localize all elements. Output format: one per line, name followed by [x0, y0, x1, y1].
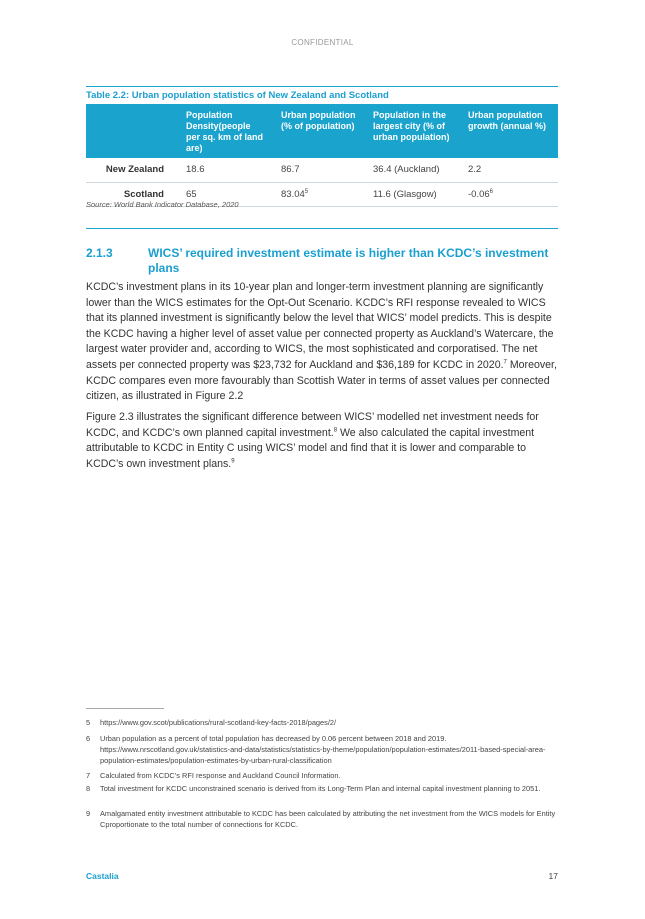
cell-largest-city: 36.4 (Auckland)	[365, 158, 460, 182]
footnote-number: 8	[86, 784, 91, 793]
page-number: 17	[548, 871, 558, 881]
table-header-growth: Urban population growth (annual %)	[460, 104, 558, 158]
footnote-text: Calculated from KCDC’s RFI response and Auckland Council Information.	[100, 771, 341, 780]
body-paragraph-2: Figure 2.3 illustrates the significant difference between WICS’ modelled net investment needs for KCDC, and KCDC’s own planned capital investment.$^8$ We also calculated the capital investment attributable to KCDC in Entity C using WICS’ model and find that it is lower and comparable to KCDC’s own investment plans.$^9$	[86, 411, 539, 470]
footnote-5	[86, 717, 558, 728]
footnote-7	[86, 770, 558, 781]
section-number: 2.1.3	[86, 246, 113, 260]
footer-brand: Castalia	[86, 871, 119, 881]
table-row	[86, 158, 558, 182]
urban-population-table	[86, 104, 558, 207]
section-divider	[86, 228, 558, 229]
footnote-ref-7[interactable]: 7	[503, 359, 507, 366]
footnote-text[interactable]: Urban population as a percent of total population has decreased by 0.06 percent between 2018 and 2019. https://www.nrscotland.gov.uk/statistics-and-data/statistics/statistics-by-theme/population/population-estimates/2011-based-special-area-population-estimates/population-estimates-by-urban-rural-classification	[100, 734, 546, 765]
footnote-text: Amalgamated entity investment attributable to KCDC has been calculated by attributing the net investment from the WICS models for Entity Cproportionate to the total number of connections for KCDC.	[100, 809, 556, 829]
cell-urban: 86.7	[273, 158, 365, 182]
footnote-text[interactable]: https://www.gov.scot/publications/rural-scotland-key-facts-2018/pages/2/	[100, 718, 337, 727]
table-header-blank	[86, 104, 178, 158]
cell-growth: -0.06$^6$	[460, 182, 558, 206]
footnote-ref-6[interactable]: 6	[489, 188, 493, 195]
cell-largest-city: 11.6 (Glasgow)	[365, 182, 460, 206]
footnote-ref-5[interactable]: 5	[304, 188, 309, 195]
table-header-largest-city: Population in the largest city (% of urban population)	[365, 104, 460, 158]
footnote-text: Total investment for KCDC unconstrained scenario is derived from its Long-Term Plan and internal capital investment planning to 2051.	[100, 784, 541, 793]
table-header-density: Population Density(people per sq. km of land are)	[178, 104, 273, 158]
table-header-urban: Urban population (% of population)	[273, 104, 365, 158]
footnote-number: 9	[86, 809, 91, 818]
section-heading	[86, 246, 558, 276]
cell-density: 18.6	[178, 158, 273, 182]
footnote-number: 5	[86, 718, 91, 727]
footnote-number: 6	[86, 734, 91, 743]
footnote-separator	[86, 708, 164, 709]
section-title: WICS’ required investment estimate is higher than KCDC’s investment plans	[148, 246, 549, 275]
table-source: Source: World Bank Indicator Database, 2020	[86, 200, 239, 209]
table-header-row	[86, 104, 558, 158]
row-label: Scotland	[86, 182, 178, 206]
row-label: New Zealand	[86, 158, 178, 182]
body-paragraph-1: KCDC’s investment plans in its 10-year plan and longer-term investment planning are significantly lower than the WICS estimates for the Opt-Out Scenario. KCDC’s RFI response revealed to WICS that its planned investment is significantly below the level that WICS’ model predicts. This is despite the KCDC having a higher level of asset value per connected property as Auckland’s Watercare, the largest water provider and, according to WICS, the most sophisticated and corporatised. The net assets per connected property was $23,732 for Auckland and $36,189 for KCDC in 2020.$^7$ Moreover, KCDC compares even more favourably than Scottish Water in terms of asset values per connected citizen, as illustrated in Figure 2.2	[86, 281, 557, 403]
footnote-ref-8[interactable]: 8	[333, 427, 338, 434]
footnote-6	[86, 733, 558, 766]
footnote-8	[86, 783, 558, 794]
footnote-ref-9[interactable]: 9	[231, 458, 235, 465]
table-title: Table 2.2: Urban population statistics of New Zealand and Scotland	[86, 86, 558, 101]
footnote-9	[86, 808, 558, 830]
cell-growth: 2.2	[460, 158, 558, 182]
confidential-header: CONFIDENTIAL	[291, 38, 354, 47]
cell-urban: 83.04$^5$	[273, 182, 365, 206]
footnote-number: 7	[86, 771, 91, 780]
cell-density: 65	[178, 182, 273, 206]
